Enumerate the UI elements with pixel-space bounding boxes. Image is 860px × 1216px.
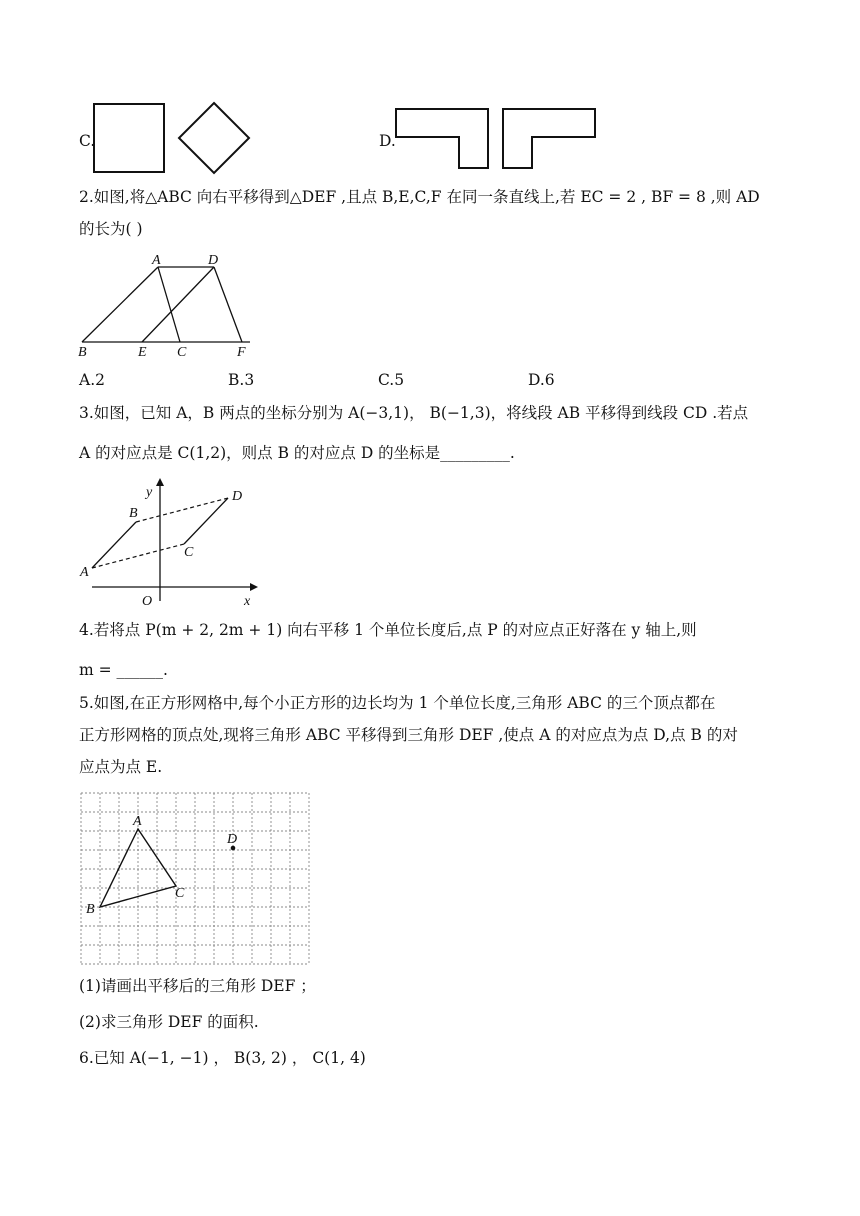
q4-text-line2: m = ______.: [79, 661, 168, 679]
q2-choice-a: A.2: [79, 371, 105, 389]
option-d-label: D.: [379, 132, 396, 150]
square-shape: [94, 104, 164, 172]
point-c-label: C: [175, 886, 185, 901]
q5-text-line2: 正方形网格的顶点处,现将三角形 ABC 平移得到三角形 DEF ,使点 A 的对应点为点 D,点 B 的对: [79, 726, 738, 744]
point-a-label: A: [152, 253, 161, 268]
q5-text-line3: 应点为点 E.: [79, 758, 163, 776]
q2-choice-c: C.5: [378, 371, 405, 389]
point-a-label: A: [80, 565, 89, 580]
q2-choice-b: B.3: [228, 371, 255, 389]
dashed-grid: [81, 793, 309, 964]
q5-text-line1: 5.如图,在正方形网格中,每个小正方形的边长均为 1 个单位长度,三角形 ABC 的三个顶点都在: [79, 694, 716, 712]
q5-sub2: (2)求三角形 DEF 的面积.: [79, 1013, 259, 1031]
option-c-figure: [90, 98, 260, 178]
point-f-label: F: [237, 345, 246, 360]
point-d-label: D: [232, 489, 243, 504]
axis-x-label: x: [244, 594, 251, 609]
point-b-label: B: [78, 345, 87, 360]
point-c-label: C: [184, 545, 194, 560]
point-e-label: E: [138, 345, 147, 360]
q6-text-line1: 6.已知 A(−1, −1) ， B(3, 2) ， C(1, 4): [79, 1049, 366, 1067]
l-shape-left: [396, 109, 488, 168]
origin-label: O: [142, 594, 153, 609]
q3-text-line1: 3.如图，已知 A，B 两点的坐标分别为 A(−3,1)， B(−1,3)，将线段 AB 平移得到线段 CD .若点: [79, 404, 749, 422]
option-d-figure: [392, 104, 602, 174]
point-d-label: D: [227, 832, 238, 847]
triangle-abc: [100, 829, 176, 907]
l-shape-right: [503, 109, 595, 168]
point-d-label: D: [208, 253, 219, 268]
q5-sub1: (1)请画出平移后的三角形 DEF ；: [79, 977, 316, 995]
point-a-label: A: [133, 814, 142, 829]
rotated-square-shape: [179, 103, 249, 173]
q3-coordinate-figure: [72, 476, 272, 611]
q3-text-line2: A 的对应点是 C(1,2)，则点 B 的对应点 D 的坐标是_________.: [79, 444, 515, 462]
axis-y-label: y: [146, 485, 153, 500]
point-b-label: B: [129, 506, 138, 521]
q2-text-line1: 2.如图,将△ABC 向右平移得到△DEF ,且点 B,E,C,F 在同一条直线上,若 EC = 2 , BF = 8 ,则 AD: [79, 188, 760, 206]
q5-square-grid-figure: [78, 790, 313, 965]
q2-figure-trapezoid: [70, 250, 260, 360]
option-c-label: C.: [79, 132, 96, 150]
q4-text-line1: 4.若将点 P(m + 2, 2m + 1) 向右平移 1 个单位长度后,点 P 的对应点正好落在 y 轴上,则: [79, 621, 697, 639]
point-c-label: C: [177, 345, 187, 360]
point-b-label: B: [86, 902, 95, 917]
q2-text-line2: 的长为( ): [79, 220, 143, 238]
q2-choice-d: D.6: [528, 371, 555, 389]
